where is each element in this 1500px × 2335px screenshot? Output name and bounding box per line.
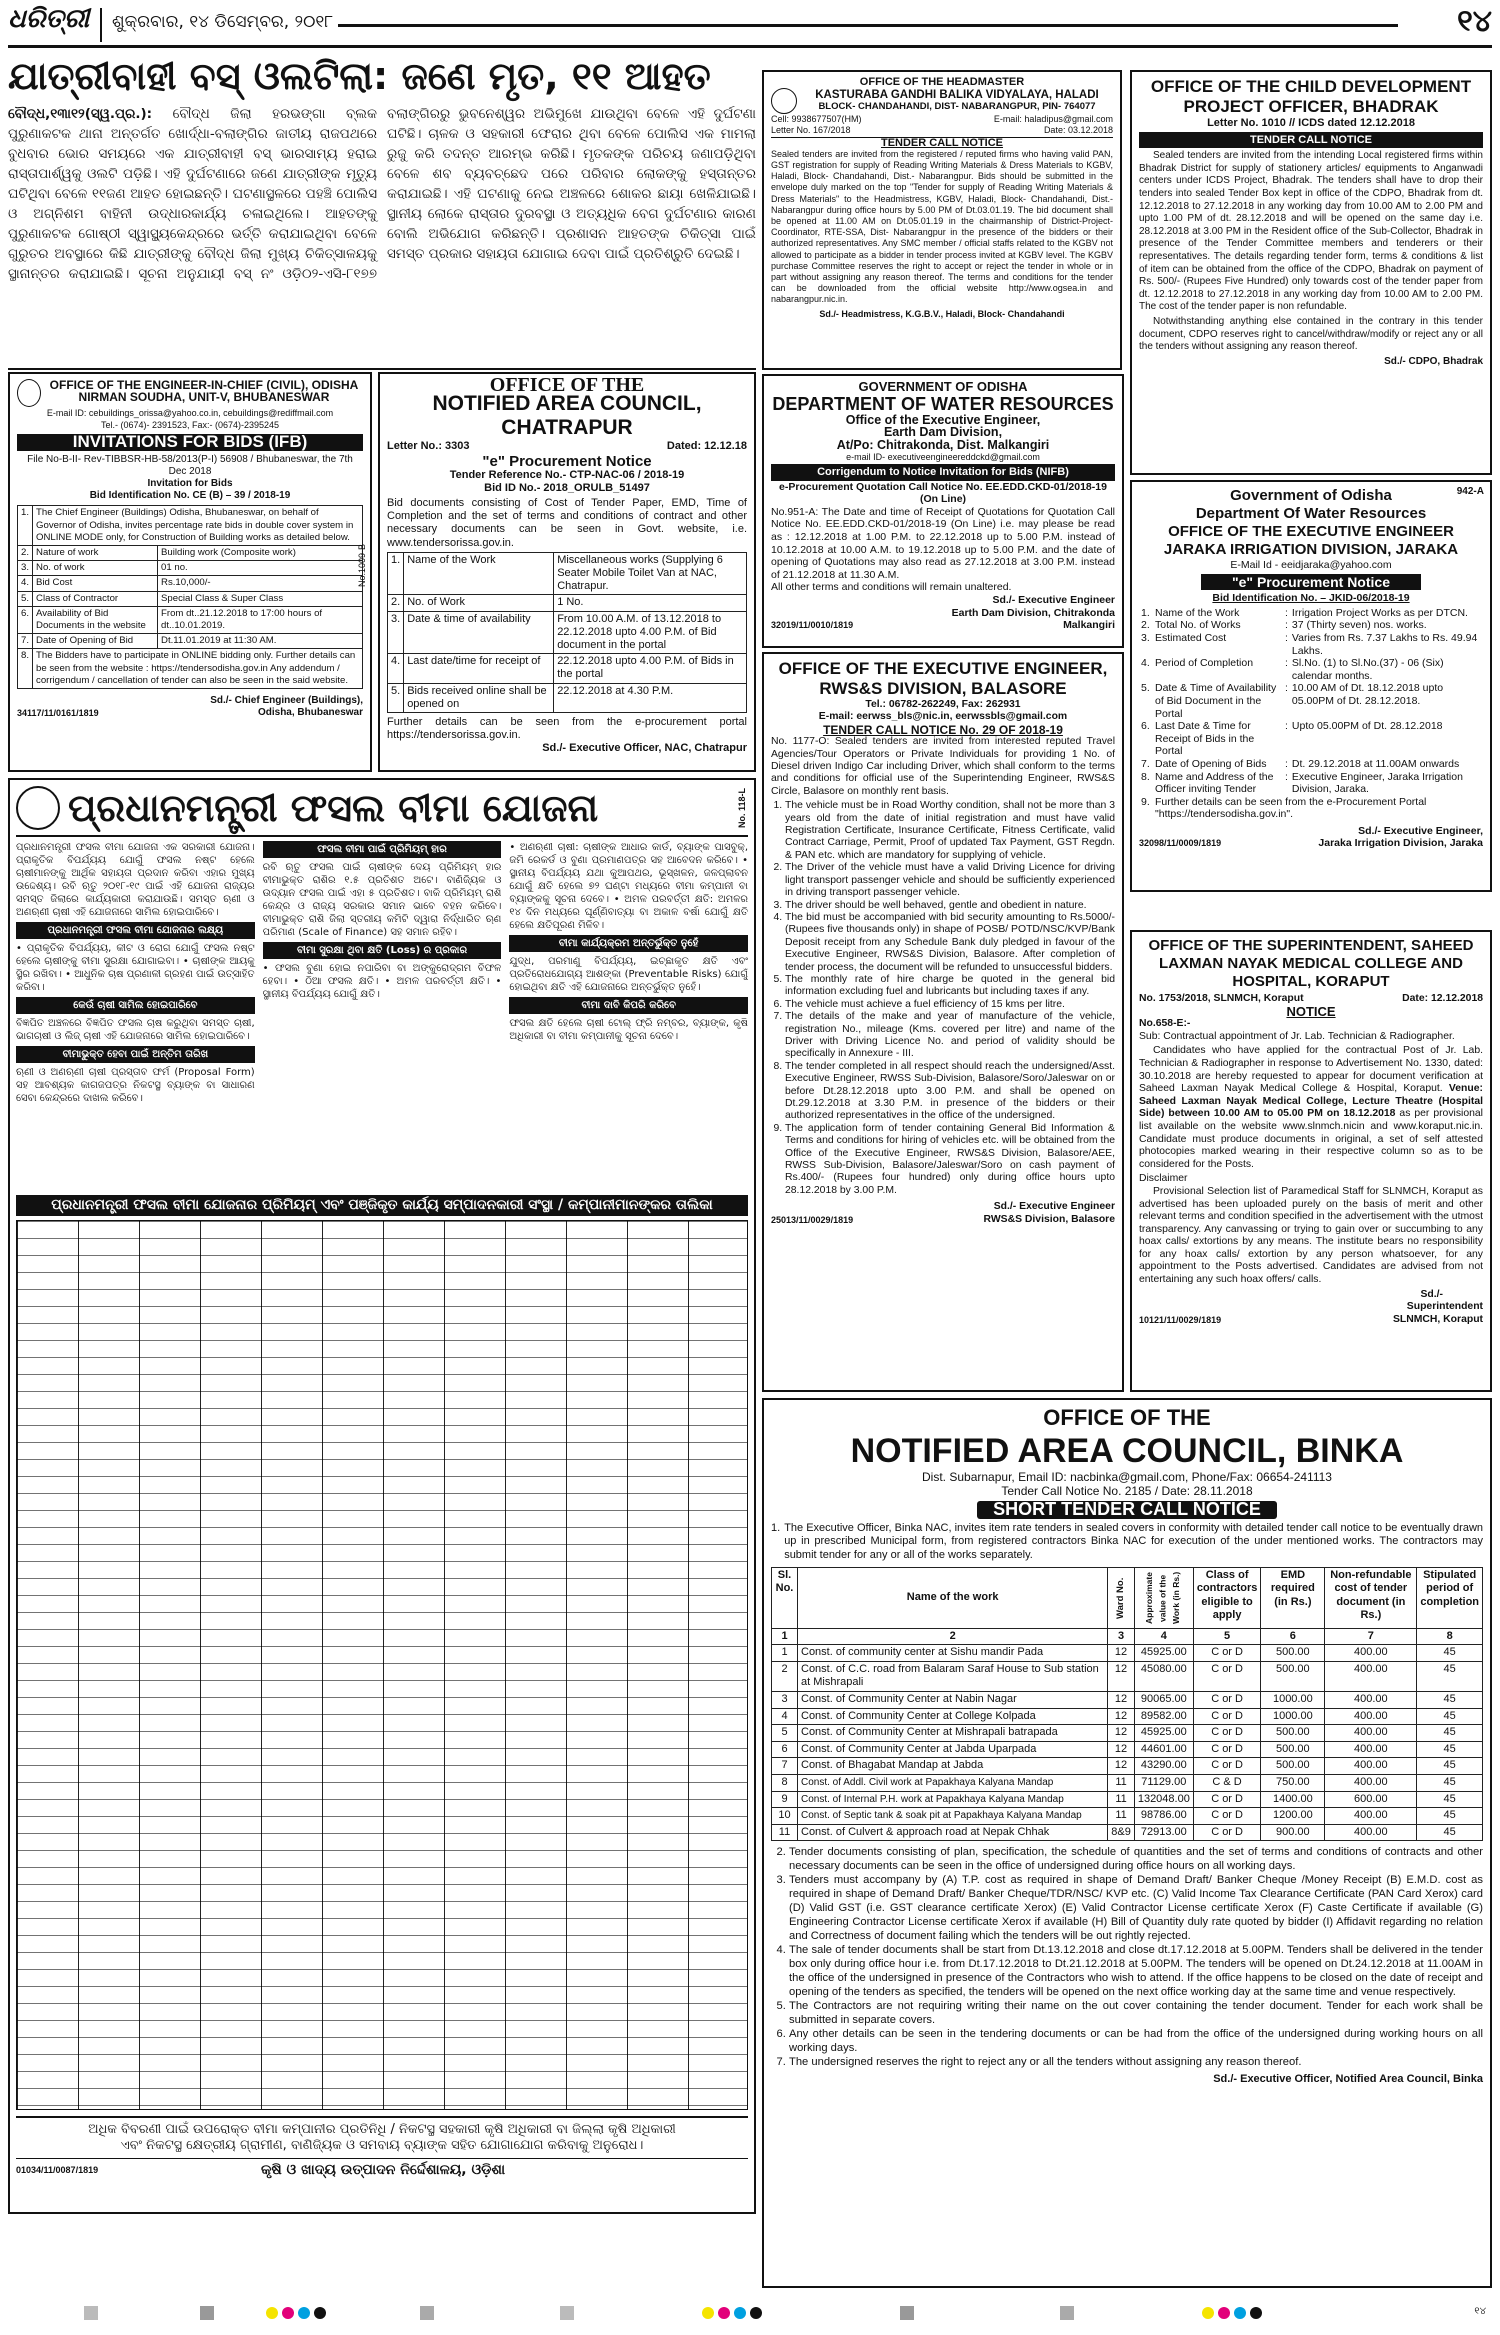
chatrapur-table bbox=[387, 552, 747, 713]
malkangiri-body: No.951-A: The Date and time of Receipt of Quotations for Quotation Call Notice No. EE.EDD.CKD-01/2018-19 (On Line) i.e. may please be read as : 12.12.2018 at 1.00 P.M. to 22.12.2018 up to 5.00 P.M. instead of 10.12.2018 at 10.00 A.M. to 19.12.2018 up to 5.00 P.M. and the date of opening of Quotations may also read as 27.12.2018 at 3.00 P.M. instead of 21.12.2018 at 11.30 A.M. bbox=[771, 505, 1115, 581]
grey-swatch bbox=[84, 2306, 98, 2320]
table-row: 8 Const. of Addl. Civil work at Papakhaya Kalyana Mandap 11 71129.00 C & D 750.00 400.00 45 bbox=[772, 1774, 1483, 1791]
eic-row1: The Chief Engineer (Buildings) Odisha, Bhubaneswar, on behalf of Governor of Odisha, invites percentage rate bids in double cover system in ONLINE MODE only, for Construction of Building works as detailed below. bbox=[33, 506, 363, 546]
eic-row8: The Bidders have to participate in ONLINE bidding only. Further details can be seen from the website : https://tendersodisha.gov.in Any addendum / corrigendum / cancellation of tender can also be seen in the said website. bbox=[33, 649, 363, 689]
binka-p1: The Executive Officer, Binka NAC, invites item rate tenders in sealed covers in conformity with detailed tender call notice to be eventually drawn up in prescribed Municipal form, from registered contractors Binka NAC for execution of the under mentioned works. The contractors may submit tender for any or all of the works separately. bbox=[784, 1521, 1483, 1561]
cdpo-sign: Sd./- CDPO, Bhadrak bbox=[1384, 355, 1483, 367]
jaraka-bid-id: Bid Identification No. – JKID-06/2018-19 bbox=[1212, 592, 1410, 605]
grey-swatch bbox=[900, 2306, 914, 2320]
table-row: 3. Date & time of availability From 10.00 A.M. of 13.12.2018 to 22.12.2018 upto 4.00 P.M. of Bid document in the portal bbox=[388, 611, 747, 654]
nac-binka-notice: OFFICE OF THE NOTIFIED AREA COUNCIL, BINKA Dist. Subarnapur, Email ID: nacbinka@gmail.com, Phone/Fax: 06654-241113 Tender Call Notice No. 2185 / Date: 28.11.2018 SHORT TENDER CALL NOTICE 1. The Executive Officer, Binka NAC, invites item rate tenders in sealed covers in conformity with detailed tender call notice to be eventually drawn up in prescribed Municipal form, from registered contractors Binka NAC for execution of the under mentioned works. The contractors may submit tender for any or all of the works separately. Sl. No. Name of the work Ward No. Approximate value of the Work (in Rs.) Class of contractors eligible to apply EMD required (in Rs.) Non-refundable cost of tender document (in Rs.) Stipulated period of completion 1 2 3 4 5 6 7 8 1 Const. of community center at Sishu mandir Pada 12 45925.00 C or D 500.00 400.00 45 2 Const. of C.C. road from Balaram Saraf House to Sub station at Mishrapali 12 45080.00 C or D 500.00 400.00 45 3 Const. of Community Center at Nabin Nagar 12 90065.00 C or D 1000.00 400.00 45 4 Const. of Community Center at College Kolpada 12 89582.00 C or D 1000.00 400.00 45 5 Const. of Community Center at Mishrapali batrapada 12 45925.00 C or D 500.00 400.00 45 6 Const. of Community Center at Jabda Uparpada 12 44601.00 C or D 500.00 400.00 45 7 Const. of Bhagabat Mandap at Jabda 12 43290.00 C or D 500.00 400.00 45 8 Const. of Addl. Civil work at Papakhaya Kalyana Mandap 11 71129.00 C & D 750.00 400.00 45 9 Const. of Internal P.H. work at Papakhaya Kalyana Mandap 11 132048.00 C or D 1400.00 600.00 45 10 Const. of Septic tank & soak pit at Papakhaya Kalyana Mandap 11 98786.00 C or D 1200.00 400.00 45 11 Const. of Culvert & approach road at Nepak Chhak 8&9 72913.00 C or D 900.00 400.00 45 2. Tender documents consisting of plan, specification, the schedule of quantities and the set of terms and conditions of contracts and other necessary documents can be seen in the office of undersigned during office hours on all working days. 3. Tenders must accompany by (A) T.P. cost as required in shape of Demand Draft/ Banker Cheque /Money Receipt (B) E.M.D. cost as required in shape of Demand Draft/ Banker Cheque/TDR/NSC/ KVP etc. (C) Valid Income Tax Clearance Certificate (PAN Card Xerox) card (D) Valid GST (i.e. GST clearance certificate Xerox) (E) Valid Contractor License certificate Xerox (F) Caste Certificate if available (G) Engineering Contractor License certificate Xerox if available (H) Bill of Quantity duly rate quoted by bidder (I) Affidavit regarding no relation and Correctness of document failing which the tenders will be out rightly rejected. 4. The sale of tender documents shall be start from Dt.13.12.2018 and close dt.17.12.2018 at 5.00PM. Tenders shall be delivered in the tender box only during office hour i.e. from Dt.17.12.2018 to Dt.21.12.2018 at 5.00PM. The tenders will be opened on Dt.24.12.2018 at 11.00AM in the office of the undersigned in presence of the Contractors who wish to attend. If the office happens to be closed on the date of receipt and opening of the tenders as specified, the tenders will be opened on the next office working day at the same time and venue respectively. 5. The Contractors are not requiring writing their name on the out cover containing the tender document. Tender for each work shall be submitted in separate covers. 6. Any other details can be seen in the tendering documents or can be had from the office of the undersigned during working hours on all working days. 7. The undersigned reserves the right to reject any or all the tenders without assigning any reason thereof. Sd./- Executive Officer, Notified Area Council, Binka bbox=[762, 1398, 1492, 2288]
slnmch-body1: Candidates who have applied for the contractual Post of Jr. Lab. Technician & Radiographer in response to Advertisement No. 1330, dated: 30.10.2018 are hereby requested to appear for document verification at Saheed Laxman Nayak Medical College & Hospital, Koraput. bbox=[1139, 1045, 1483, 1095]
jaraka-sign1: Sd./- Executive Engineer, bbox=[1358, 824, 1483, 837]
list-item: 2. The Driver of the vehicle must have a valid Driving Licence for driving light transport passenger vehicle and should be sufficiently experienced in driving transport passenger vehicle. bbox=[785, 862, 1115, 899]
table-row: 5. Bids received online shall be opened on 22.12.2018 at 4.30 P.M. bbox=[388, 683, 747, 712]
table-row: 6. Availability of Bid Documents in the website From dt..21.12.2018 to 17:00 hours of dt..10.01.2019. bbox=[18, 606, 363, 633]
table-row: 5 Const. of Community Center at Mishrapali batrapada 12 45925.00 C or D 500.00 400.00 45 bbox=[772, 1725, 1483, 1742]
pmfby-col3c: ଫସଲ କ୍ଷତି ହେଲେ ଚାଷୀ ଟୋଲ୍ ଫ୍ରି ନମ୍ବର, ବ୍ୟାଙ୍କ, କୃଷି ଅଧିକାରୀ ବା ବୀମା କମ୍ପାନୀକୁ ସୂଚନା ଦେବେ। bbox=[509, 1018, 748, 1042]
pmfby-sec1: ପ୍ରଧାନମନ୍ତ୍ରୀ ଫସଲ ବୀମା ଯୋଜନାର ଲକ୍ଷ୍ୟ bbox=[16, 922, 255, 939]
pmfby-footer2: ଏବଂ ନିକଟସ୍ଥ କ୍ଷେତ୍ରୀୟ ଗ୍ରାମୀଣ, ବାଣିଜ୍ୟିକ ଓ ସମବାୟ ବ୍ୟାଙ୍କ ସହିତ ଯୋଗାଯୋଗ କରିବାକୁ ଅନୁରୋଧ। bbox=[120, 2137, 644, 2153]
table-row: 3. Estimated Cost : Varies from Rs. 7.37 Lakhs to Rs. 49.94 Lakhs. bbox=[1141, 631, 1478, 657]
table-row: 10 Const. of Septic tank & soak pit at Papakhaya Kalyana Mandap 11 98786.00 C or D 1200.00 400.00 45 bbox=[772, 1808, 1483, 1825]
pmfby-sec2: କେଉଁ ଚାଷୀ ସାମିଲ ହୋଇପାରିବେ bbox=[16, 997, 255, 1014]
nac-chatrapur-notice bbox=[378, 372, 756, 772]
jaraka-title2: Department Of Water Resources bbox=[1195, 505, 1427, 522]
table-row: 9. Further details can be seen from the e-Procurement Portal "https://tendersodisha.gov.in". bbox=[1141, 795, 1427, 821]
pmfby-table bbox=[16, 1220, 748, 2110]
slnmch-sign1: Sd./- bbox=[1420, 1288, 1443, 1300]
slnmch-sign2: Superintendent bbox=[1406, 1301, 1483, 1313]
balasore-tel: Tel.: 06782-262249, Fax: 262931 bbox=[865, 699, 1021, 710]
chatrapur-title1: OFFICE OF THE bbox=[489, 374, 645, 396]
table-row: 2. Total No. of Works : 37 (Thirty seven) nos. works. bbox=[1141, 619, 1427, 632]
eic-title1: OFFICE OF THE ENGINEER-IN-CHIEF (CIVIL), ODISHA bbox=[49, 378, 359, 392]
masthead-date: ଶୁକ୍ରବାର, ୧୪ ଡିସେମ୍ବର, ୨୦୧୮ bbox=[112, 12, 334, 32]
masthead-divider bbox=[100, 8, 102, 42]
balasore-email: E-mail: eerwss_bls@nic.in, eerwssbls@gmail.com bbox=[818, 711, 1068, 723]
list-item: 3. The driver should be well behaved, gentle and obedient in nature. bbox=[785, 900, 1115, 912]
balasore-tender-notice bbox=[762, 652, 1124, 1392]
table-row: 7. Date of Opening of Bid Dt.11.01.2019 at 11:30 AM. bbox=[18, 634, 363, 649]
table-row: 8. The Bidders have to participate in ONLINE bidding only. Further details can be seen from the website : https://tendersodisha.gov.in Any addendum / corrigendum / cancellation of tender can also be seen in the said website. bbox=[18, 649, 363, 689]
malkangiri-title4: Earth Dam Division, bbox=[883, 425, 1003, 440]
slnmch-body2: Provisional Selection list of Paramedical Staff for SLNMCH, Koraput as advertised has been uploaded purely on the basis of merit and other relevant terms and condition specified in the advertisement with the utmost transparency. Any canvassing or trying to gain over or succumbing to any hoax calls/ extortions by any means. The institute bears no responsibility for any hoax calls/ extortion by any person whatsoever, for any appointment to the Posts advertised. Candidates are advised from not entertaining any such hoax offers/ calls. bbox=[1139, 1185, 1483, 1286]
slnmch-body1b: as per provisional list available on the website www.slnmch.nicin and www.koraput.nic.in. Candidate must produce documents in original, a set of self attested photocopies marked wearing in their respective column so as to be considered for the Posts. bbox=[1139, 1108, 1483, 1170]
slnmch-notice-title: NOTICE bbox=[1286, 1003, 1336, 1019]
cmyk-dots bbox=[700, 2307, 764, 2323]
table-row: 2. No. of Work 1 No. bbox=[388, 595, 747, 611]
pmfby-sec2-body: ବିଜ୍ଞପିତ ଅଞ୍ଚଳରେ ବିଜ୍ଞପିତ ଫସଲ ଚାଷ କରୁଥିବା ସମସ୍ତ ଚାଷୀ, ଭାଗଚାଷୀ ଓ ଲିଜ୍ ଚାଷୀ ଏହି ଯୋଜନାରେ ସାମିଲ ହୋଇପାରିବେ। bbox=[16, 1018, 255, 1042]
table-row: 7 Const. of Bhagabat Mandap at Jabda 12 43290.00 C or D 500.00 400.00 45 bbox=[772, 1758, 1483, 1775]
binka-table-body bbox=[772, 1645, 1483, 1841]
news-bus-accident bbox=[8, 52, 756, 370]
table-row: 1. The Chief Engineer (Buildings) Odisha, Bhubaneswar, on behalf of Governor of Odisha, invites percentage rate bids in double cover system in ONLINE MODE only, for Construction of Building works as detailed below. bbox=[18, 506, 363, 546]
malkangiri-sign2: Earth Dam Division, Chitrakonda bbox=[951, 606, 1115, 619]
eic-sub: Invitation for Bids bbox=[147, 478, 233, 490]
cdpo-banner: TENDER CALL NOTICE bbox=[1139, 132, 1483, 149]
malkangiri-title1: GOVERNMENT OF ODISHA bbox=[858, 379, 1028, 394]
table-row: 7. Date of Opening of Bids : Dt. 29.12.2018 at 11.00AM onwards bbox=[1141, 757, 1460, 770]
slnmch-date: Date: 12.12.2018 bbox=[1402, 993, 1483, 1004]
balasore-banner: TENDER CALL NOTICE No. 29 OF 2018-19 bbox=[823, 722, 1063, 737]
list-item: 2. Tender documents consisting of plan, specification, the schedule of quantities and the set of terms and conditions of contracts and other necessary documents can be seen in the office of undersigned during office hours on all working days. bbox=[789, 1845, 1483, 1873]
chatrapur-sign: Sd./- Executive Officer, NAC, Chatrapur bbox=[542, 742, 747, 755]
table-row: 1 Const. of community center at Sishu mandir Pada 12 45925.00 C or D 500.00 400.00 45 bbox=[772, 1645, 1483, 1662]
slnmch-disclaimer: Disclaimer bbox=[1139, 1173, 1188, 1185]
eic-table bbox=[17, 505, 363, 689]
table-row: 2 Const. of C.C. road from Balaram Saraf House to Sub station at Mishrapali 12 45080.00 C or D 500.00 400.00 45 bbox=[772, 1661, 1483, 1691]
kgbv-date: Date: 03.12.2018 bbox=[1043, 125, 1113, 136]
balasore-intro: No. 1177-O: Sealed tenders are invited from interested reputed Travel Agencies/Tour Operators or Private Individuals for providing 1 No. of Diesel driven Indigo Car including Driver, which shall conform to the terms and conditions for official use of the Superintending Engineer, RWS&S Circle, Balasore on monthly rent basis. bbox=[771, 736, 1115, 797]
table-row: 1. Name of the Work Miscellaneous works (Supplying 6 Seater Mobile Toilet Van at NAC, Chatrapur. bbox=[388, 552, 747, 595]
jaraka-num: 942-A bbox=[1456, 486, 1484, 497]
list-item: 3. Tenders must accompany by (A) T.P. cost as required in shape of Demand Draft/ Banker Cheque /Money Receipt (B) E.M.D. cost as required in shape of Demand Draft/ Banker Cheque/TDR/NSC/ KVP etc. (C) Valid Income Tax Clearance Certificate (PAN Card Xerox) card (D) Valid GST (i.e. GST clearance certificate Xerox) (E) Valid Contractor License certificate Xerox (F) Caste Certificate if available (G) Engineering Contractor License certificate Xerox if available (H) Bill of Quantity duly rate quoted by bidder (I) Affidavit regarding no relation and Correctness of document failing which the tenders will be out rightly rejected. bbox=[789, 1873, 1483, 1943]
pmfby-sec3-body: ଋଣୀ ଓ ଅଣଋଣୀ ଚାଷୀ ପ୍ରସ୍ତାବ ଫର୍ମ (Proposal Form) ସହ ଆବଶ୍ୟକ କାଗଜପତ୍ର ନିକଟସ୍ଥ ବ୍ୟାଙ୍କ ବା ସାଧାରଣ ସେବା କେନ୍ଦ୍ରରେ ଦାଖଲ କରିବେ। bbox=[16, 1067, 255, 1104]
jaraka-email: E-Mail Id - eeidjaraka@yahoo.com bbox=[1230, 559, 1392, 571]
cdpo-letter: Letter No. 1010 // ICDS dated 12.12.2018 bbox=[1207, 117, 1415, 129]
table-row: 6. Last Date & Time for Receipt of Bids in the Portal : Upto 05.00PM of Dt. 28.12.2018 bbox=[1141, 720, 1443, 758]
slnmch-ref: 10121/11/0029/1819 bbox=[1139, 1314, 1222, 1325]
masthead-logo: ଧରିତ୍ରୀ bbox=[8, 4, 90, 34]
binka-table bbox=[771, 1567, 1483, 1842]
table-row: 2. Nature of work Building work (Composite work) bbox=[18, 546, 363, 561]
slnmch-no2: No.658-E:- bbox=[1139, 1018, 1191, 1030]
kgbv-cell: Cell: 9938677507(HM) bbox=[771, 114, 862, 125]
table-row: 3 Const. of Community Center at Nabin Nagar 12 90065.00 C or D 1000.00 400.00 45 bbox=[772, 1691, 1483, 1708]
pmfby-col2-head: ଫସଲ ବୀମା ପାଇଁ ପ୍ରିମିୟମ୍ ହାର bbox=[263, 841, 502, 858]
cdpo-title: OFFICE OF THE CHILD DEVELOPMENT PROJECT OFFICER, BHADRAK bbox=[1150, 77, 1472, 116]
malkangiri-sign3: Malkangiri bbox=[1063, 619, 1115, 632]
binka-banner: SHORT TENDER CALL NOTICE bbox=[977, 1501, 1277, 1519]
kgbv-sign: Sd./- Headmistress, K.G.B.V., Haladi, Block- Chandahandi bbox=[819, 308, 1065, 319]
pmfby-col3b: ଯୁଦ୍ଧ, ପରମାଣୁ ବିପର୍ଯ୍ୟୟ, ଇଚ୍ଛାକୃତ କ୍ଷତି ଏବଂ ପ୍ରତିରୋଧଯୋଗ୍ୟ ଆଶଙ୍କା (Preventable Risks) ଯୋଗୁଁ ହୋଇଥିବା କ୍ଷତି ଏହି ଯୋଜନାରେ ଅନ୍ତର୍ଭୁକ୍ତ ନୁହେଁ। bbox=[509, 956, 748, 993]
pmfby-text-columns bbox=[16, 841, 748, 1191]
table-row: 4 Const. of Community Center at College Kolpada 12 89582.00 C or D 1000.00 400.00 45 bbox=[772, 1708, 1483, 1725]
kgbv-school: KASTURABA GANDHI BALIKA VIDYALAYA, HALADI bbox=[815, 89, 1099, 101]
eic-side-no: No.1009-B bbox=[356, 544, 367, 588]
table-row: 5. Date & Time of Availability of Bid Document in the Portal : 10.00 AM of Dt. 18.12.2018 upto 05.00PM of Dt. 28.12.2018. bbox=[1141, 682, 1444, 720]
list-item: 5. The monthly rate of hire charge be quoted in the general bid information excluding fuel and lubricants but including taxes if any. bbox=[785, 974, 1115, 999]
news-dateline: ବୌଦ୍ଧ,୧୩ା୧୨(ସ୍ୱ.ପ୍ର.): bbox=[8, 106, 153, 122]
list-item: 4. The bid must be accompanied with bid security amounting to Rs.5000/- (Rupees five thousands only) in shape of POSB/ POTD/NSC/KVP/Bank Deposit receipt from any Schedule Bank duly pledged in favour of the Executive Engineer, RWS&S Division, Balasore. After completion of tender process, the document will be refunded to unsuccessful bidders. bbox=[785, 912, 1115, 974]
binka-sign: Sd./- Executive Officer, Notified Area Council, Binka bbox=[1213, 2073, 1483, 2086]
malkangiri-sign1: Sd./- Executive Engineer bbox=[992, 593, 1115, 606]
footer-page-number: ୧୪ bbox=[1474, 2306, 1486, 2317]
kgbv-body: Sealed tenders are invited from the registered / reputed firms who having valid PAN, GST registration for supply of Reading Writing Materials & Dress Materials to KGBV, Haladi, Block- Chandahandi, Dist.- Nabarangpur. Bids should be submitted in the envelope duly marked on the top "Tender for supply of Reading Writing Materials & Dress Materials" to the Headmistress, KGBV, Haladi, Block- Chandahandi, Dist.- Nabarangpur during office hours by 5.00 PM of Dt.03.01.19. The bid document shall be opened at 11.00 AM on Dt.05.01.19 in the chairmanship of District-Project-Coordinator, RTE-SSA, Dist- Nabarangpur in the presence of the bidders or their authorized representatives. Any SMC member / official staffs related to the KGBV not allowed to participate as a bidder in tender process invited at KGBV level. The KGBV purchase Committee reserves the right to accept or reject the tender in whole or in part without assigning any reason thereof. The terms and conditions for the tender can be downloaded from the official website http://www.ogsea.in and nabarangpur.nic.in. bbox=[771, 148, 1113, 305]
dwr-malkangiri-notice bbox=[762, 374, 1124, 648]
jaraka-title3: OFFICE OF THE EXECUTIVE ENGINEER bbox=[1168, 523, 1454, 540]
chatrapur-tender-ref: Tender Reference No.- CTP-NAC-06 / 2018-19 bbox=[449, 468, 685, 481]
kgbv-email: E-mail: haladipus@gmail.com bbox=[993, 114, 1113, 125]
eic-email: E-mail ID: cebuildings_orissa@yahoo.co.in, cebuildings@rediffmail.com bbox=[46, 408, 334, 418]
pmfby-title: ପ୍ରଧାନମନ୍ତ୍ରୀ ଫସଲ ବୀମା ଯୋଜନା bbox=[68, 786, 599, 830]
kgbv-tender-notice bbox=[762, 70, 1122, 370]
balasore-title2: RWS&S DIVISION, BALASORE bbox=[819, 679, 1067, 698]
pmfby-col3-head: ବୀମା କାର୍ଯ୍ୟକ୍ରମ ଅନ୍ତର୍ଭୁକ୍ତ ନୁହେଁ bbox=[509, 935, 748, 952]
eic-sign2: Odisha, Bhubaneswar bbox=[257, 707, 363, 719]
pmfby-col1: ପ୍ରଧାନମନ୍ତ୍ରୀ ଫସଲ ବୀମା ଯୋଜନା ଏକ ସରକାରୀ ଯୋଜନା। ପ୍ରାକୃତିକ ବିପର୍ଯ୍ୟୟ ଯୋଗୁଁ ଫସଲ ନଷ୍ଟ ହେଲେ ଚାଷୀମାନଙ୍କୁ ଆର୍ଥିକ ସହାୟତା ପ୍ରଦାନ କରିବା ଏହାର ମୁଖ୍ୟ ଉଦ୍ଦେଶ୍ୟ। ରବି ଋତୁ ୨୦୧୮-୧୯ ପାଇଁ ଏହି ଯୋଜନା ରାଜ୍ୟର ସମସ୍ତ ଜିଲାରେ କାର୍ଯ୍ୟକାରୀ କରାଯାଉଛି। ସମସ୍ତ ଋଣୀ ଓ ଅଣଋଣୀ ଚାଷୀ ଏହି ଯୋଜନାରେ ସାମିଲ ହୋଇପାରିବେ। bbox=[16, 842, 255, 918]
pmfby-footer1: ଅଧିକ ବିବରଣୀ ପାଇଁ ଉପରୋକ୍ତ ବୀମା କମ୍ପାନୀର ପ୍ରତିନିଧି / ନିକଟସ୍ଥ ସହକାରୀ କୃଷି ଅଧିକାରୀ ବା ଜିଲ୍ଲା କୃଷି ଅଧିକାରୀ bbox=[16, 2116, 748, 2138]
chatrapur-bid-id: Bid ID No.- 2018_ORULB_51497 bbox=[484, 481, 650, 494]
table-row: 9 Const. of Internal P.H. work at Papakhaya Kalyana Mandap 11 132048.00 C or D 1400.00 600.00 45 bbox=[772, 1791, 1483, 1808]
balasore-ref: 25013/11/0029/1819 bbox=[771, 1214, 854, 1225]
list-item: 8. The tender completed in all respect should reach the undersigned/Asst. Executive Engineer, RWSS Sub-Division, Balasore/Soro/Jaleswar on or before Dt.28.12.2018 upto 3.00 P.M. and shall be opened on Dt.29.12.2018 at 3.30 P.M. in presence of the bidders or their authorized representatives in the office of the undersigned. bbox=[785, 1061, 1115, 1123]
pmfby-col2-head2: ବୀମା ସୁରକ୍ଷା ଥିବା କ୍ଷତି (Loss) ର ପ୍ରକାର bbox=[263, 942, 502, 959]
binka-tcn: Tender Call Notice No. 2185 / Date: 28.11.2018 bbox=[1001, 1483, 1253, 1498]
malkangiri-banner: Corrigendum to Notice Invitation for Bids (NIFB) bbox=[771, 464, 1115, 481]
slnmch-sub: Sub: Contractual appointment of Jr. Lab. Technician & Radiographer. bbox=[1139, 1030, 1455, 1042]
table-row: 4. Period of Completion : Sl.No. (1) to Sl.No.(37) - 06 (Six) calendar months. bbox=[1141, 657, 1444, 682]
binka-title1: OFFICE OF THE bbox=[1043, 1405, 1211, 1430]
malkangiri-title5: At/Po: Chitrakonda, Dist. Malkangiri bbox=[836, 437, 1050, 452]
cdpo-body1: Sealed tenders are invited from the intending Local registered firms within Bhadrak District for supply of stationery articles/ equipments to Anganwadi centers under ICDS Project, Bhadrak. The tenders shall have to drop their tenders into sealed Tender Box kept in office of the CDPO, Bhadrak from dt. 12.12.2018 to 27.12.2018 in any working day from 10.00 AM to 2.00 PM and upto 1.00 PM of dt. 28.12.2018 and will be opened on the same day i.e. 28.12.2018 at 3.00 PM in the Resident office of the Sub-Collector, Bhadrak in presence of the Tender Committee members and tenderers or their representatives. The details regarding tender form, terms & conditions & list of item can be obtained from the office of the CDPO, Bhadrak on payment of Rs. 500/- (Rupees Five Hundred) only towards cost of the tender paper from dt. 12.12.2018 to 27.12.2018 in any working day from 10.00 AM to 2.00 PM. The cost of the tender paper is non refundable. bbox=[1139, 150, 1483, 313]
slnmch-no: No. 1753/2018, SLNMCH, Koraput bbox=[1139, 993, 1304, 1004]
malkangiri-body2: All other terms and conditions will remain unaltered. bbox=[771, 581, 1012, 594]
balasore-sign1: Sd./- Executive Engineer bbox=[993, 1201, 1115, 1213]
table-row: 8. Name and Address of the Officer inviting Tender : Executive Engineer, Jaraka Irrigation Division, Jaraka. bbox=[1141, 770, 1463, 796]
table-row: 6 Const. of Community Center at Jabda Uparpada 12 44601.00 C or D 500.00 400.00 45 bbox=[772, 1741, 1483, 1758]
pmfby-col3-head2: ବୀମା ଦାବି କିପରି କରିବେ bbox=[509, 997, 748, 1014]
eic-sign1: Sd./- Chief Engineer (Buildings), bbox=[210, 695, 363, 707]
emblem-icon bbox=[17, 379, 41, 407]
list-item: 7. The undersigned reserves the right to reject any or all the tenders without assigning any reason thereof. bbox=[789, 2055, 1483, 2069]
cdpo-body2: Notwithstanding anything else contained in the contrary in this tender document, CDPO reserves right to cancel/withdraw/modify or reject any or all the tenders without assigning any reason thereof. bbox=[1139, 315, 1483, 353]
table-row: 11 Const. of Culvert & approach road at Nepak Chhak 8&9 72913.00 C or D 900.00 400.00 45 bbox=[772, 1824, 1483, 1841]
kgbv-block: BLOCK- CHANDAHANDI, DIST- NABARANGPUR, PIN- 764077 bbox=[818, 101, 1096, 113]
jaraka-title1: Government of Odisha bbox=[1230, 487, 1392, 504]
chatrapur-date: Dated: 12.12.18 bbox=[666, 440, 747, 453]
jaraka-eprocurement-notice bbox=[1130, 480, 1492, 892]
slnmch-sign3: SLNMCH, Koraput bbox=[1392, 1313, 1483, 1325]
balasore-items bbox=[771, 800, 1115, 1197]
balasore-sign2: RWS&S Division, Balasore bbox=[983, 1213, 1115, 1225]
table-row: 1. Name of the Work : Irrigation Project Works as per DTCN. bbox=[1141, 606, 1468, 619]
pmfby-table-title: ପ୍ରଧାନମନ୍ତ୍ରୀ ଫସଲ ବୀମା ଯୋଜନାର ପ୍ରିମିୟମ୍ ଏବଂ ପଞ୍ଜିକୃତ କାର୍ଯ୍ୟ ସମ୍ପାଦନକାରୀ ସଂସ୍ଥା / କମ୍ପାନୀମାନଙ୍କର ତାଲିକା bbox=[16, 1195, 748, 1216]
eic-file-no: File No-B-II- Rev-TIBBSR-HB-58/2013(P-I) 56908 / Bhubaneswar, the 7th Dec 2018 bbox=[27, 453, 353, 477]
news-headline: ଯାତ୍ରୀବାହୀ ବସ୍ ଓଲଟିଲା: ଜଣେ ମୃତ, ୧୧ ଆହତ bbox=[8, 54, 711, 98]
emblem-icon bbox=[771, 88, 797, 114]
pmfby-ref: 01034/11/0087/1819 bbox=[16, 2164, 99, 2175]
eic-tel: Tel.- (0674)- 2391523, Fax:- (0674)-2395245 bbox=[100, 420, 280, 431]
list-item: 6. Any other details can be seen in the tendering documents or can be had from the office of the undersigned during working hours on all working days. bbox=[789, 2027, 1483, 2055]
pmfby-col3: • ଅଣଋଣୀ ଚାଷୀ: ଚାଷୀଙ୍କ ଆଧାର କାର୍ଡ, ବ୍ୟାଙ୍କ ପାସବୁକ୍, ଜମି ରେକର୍ଡ ଓ ବୁଣା ପ୍ରମାଣପତ୍ର ସହ ଆବେଦନ କରିବେ। • ସ୍ଥାନୀୟ ବିପର୍ଯ୍ୟୟ ଯଥା କୁଆପଥର, ଭୂସ୍ଖଳନ, ଜଳପ୍ଲାବନ ଯୋଗୁଁ କ୍ଷତି ହେଲେ ୭୨ ଘଣ୍ଟା ମଧ୍ୟରେ ବୀମା କମ୍ପାନୀ ବା ବ୍ୟାଙ୍କକୁ ସୂଚନା ଦେବେ। • ଅମଳ ପରବର୍ତ୍ତୀ କ୍ଷତି: ଅମଳର ୧୪ ଦିନ ମଧ୍ୟରେ ଘୂର୍ଣ୍ଣିବାତ୍ୟା ବା ଅକାଳ ବର୍ଷା ଯୋଗୁଁ କ୍ଷତି ହେଲେ କ୍ଷତିପୂରଣ ମିଳିବ। bbox=[509, 842, 748, 931]
chatrapur-footer: Further details can be seen from the e-procurement portal https://tendersorissa.gov.in. bbox=[387, 716, 747, 742]
malkangiri-quote: e-Procurement Quotation Call Notice No. EE.EDD.CKD-01/2018-19 (On Line) bbox=[779, 480, 1107, 506]
pmfby-advertisement bbox=[8, 778, 756, 2214]
list-item: 6. The vehicle must achieve a fuel efficiency of 15 kms per litre. bbox=[785, 999, 1115, 1011]
jaraka-banner: "e" Procurement Notice bbox=[1201, 574, 1421, 591]
pmfby-col2b: • ଫସଲ ବୁଣା ହୋଇ ନପାରିବା ବା ଅଙ୍କୁରୋଦ୍‌ଗମ ବିଫଳ ହେବା। • ଠିଆ ଫସଲ କ୍ଷତି। • ଅମଳ ପରବର୍ତ୍ତୀ କ୍ଷତି। • ସ୍ଥାନୀୟ ବିପର୍ଯ୍ୟୟ ଯୋଗୁଁ କ୍ଷତି। bbox=[262, 963, 502, 1000]
chatrapur-title2: NOTIFIED AREA COUNCIL, CHATRAPUR bbox=[432, 392, 702, 440]
news-text: ବୌଦ୍ଧ ଜିଲା ହରଭଙ୍ଗା ବ୍ଲକ ପୁରୁଣାକଟକ ଥାନା ଅନ୍ତର୍ଗତ ଖୋର୍ଦ୍ଧା-ବଲାଙ୍ଗିର ଜାତୀୟ ରାଜପଥରେ ବୁଧବାର ଭୋର ସମୟରେ ଏକ ଯାତ୍ରୀବାହୀ ବସ୍ ଭାରସାମ୍ୟ ହରାଇ ରାସ୍ତାପାର୍ଶ୍ୱକୁ ଓଲଟି ପଡ଼ିଛି। ଏହି ଦୁର୍ଘଟଣାରେ ଜଣେ ଯାତ୍ରୀଙ୍କ ମୃତ୍ୟୁ ଘଟିଥିବା ବେଳେ ୧୧ଜଣ ଆହତ ହୋଇଛନ୍ତି। ଘଟଣାସ୍ଥଳରେ ପହଞ୍ଚି ପୋଲିସ ଓ ଅଗ୍ନିଶମ ବାହିନୀ ଉଦ୍ଧାରକାର୍ଯ୍ୟ ଚଳାଇଥିଲେ। ଆହତଙ୍କୁ ପୁରୁଣାକଟକ ଗୋଷ୍ଠୀ ସ୍ୱାସ୍ଥ୍ୟକେନ୍ଦ୍ରରେ ଭର୍ତ୍ତି କରାଯାଇଥିବା ବେଳେ ଗୁରୁତର ଅବସ୍ଥାରେ କିଛି ଯାତ୍ରୀଙ୍କୁ ବୌଦ୍ଧ ଜିଲା ମୁଖ୍ୟ ଚିକିତ୍ସାଳୟକୁ ସ୍ଥାନାନ୍ତର କରାଯାଇଛି। ସୂଚନା ଅନୁଯାୟୀ ବସ୍ ନଂ ଓଡ଼ି୦୨-ଏସି-୮୧୭୭ ବଲାଙ୍ଗିରରୁ ଭୁବନେଶ୍ୱର ଅଭିମୁଖେ ଯାଉଥିବା ବେଳେ ଏହି ଦୁର୍ଘଟଣା ଘଟିଛି। ଚାଳକ ଓ ସହକାରୀ ଫେରାର ଥିବା ବେଳେ ପୋଲିସ ଏକ ମାମଲା ରୁଜୁ କରି ତଦନ୍ତ ଆରମ୍ଭ କରିଛି। ମୃତକଙ୍କ ପରିଚୟ ଜଣାପଡ଼ିଥିବା ବେଳେ ଶବ ବ୍ୟବଚ୍ଛେଦ ପରେ ପରିବାର ଲୋକଙ୍କୁ ହସ୍ତାନ୍ତର କରାଯାଇଛି। ଏହି ଘଟଣାକୁ ନେଇ ଅଞ୍ଚଳରେ ଶୋକର ଛାୟା ଖେଳିଯାଇଛି। ସ୍ଥାନୀୟ ଲୋକେ ରାସ୍ତାର ଦୁରବସ୍ଥା ଓ ଅତ୍ୟଧିକ ବେଗ ଦୁର୍ଘଟଣାର କାରଣ ବୋଲି ଅଭିଯୋଗ କରିଛନ୍ତି। ପ୍ରଶାସନ ଆହତଙ୍କ ଚିକିତ୍ସା ପାଇଁ ସମସ୍ତ ପ୍ରକାର ସହାୟତା ଯୋଗାଇ ଦେବା ପାଇଁ ପ୍ରତିଶ୍ରୁତି ଦେଇଛି। bbox=[8, 106, 756, 282]
malkangiri-title3: Office of the Executive Engineer, bbox=[845, 412, 1041, 427]
jaraka-title4: JARAKA IRRIGATION DIVISION, JARAKA bbox=[1163, 541, 1459, 558]
slnmch-title: OFFICE OF THE SUPERINTENDENT, SAHEED LAXMAN NAYAK MEDICAL COLLEGE AND HOSPITAL, KORAPUT bbox=[1148, 937, 1474, 990]
eic-title2: NIRMAN SOUDHA, UNIT-V, BHUBANESWAR bbox=[78, 390, 330, 405]
table-row: 5. Class of Contractor Special Class & Super Class bbox=[18, 591, 363, 606]
chatrapur-letter: Letter No.: 3303 bbox=[387, 440, 470, 453]
table-colnum-row: 1 2 3 4 5 6 7 8 bbox=[772, 1628, 1483, 1645]
jaraka-table bbox=[1139, 607, 1483, 821]
slnmch-notice bbox=[1130, 930, 1492, 1392]
grey-swatch bbox=[420, 2306, 434, 2320]
kgbv-office: OFFICE OF THE HEADMASTER bbox=[859, 76, 1025, 88]
pmfby-col2: ରବି ଋତୁ ଫସଲ ପାଇଁ ଚାଷୀଙ୍କ ଦେୟ ପ୍ରିମିୟମ୍ ହାର ବୀମାଭୁକ୍ତ ରାଶିର ୧.୫ ପ୍ରତିଶତ ଅଟେ। ବାଣିଜ୍ୟିକ ଓ ଉଦ୍ୟାନ ଫସଲ ପାଇଁ ଏହା ୫ ପ୍ରତିଶତ। ବାକି ପ୍ରିମିୟମ୍ ରାଶି କେନ୍ଦ୍ର ଓ ରାଜ୍ୟ ସରକାର ସମାନ ଭାବେ ବହନ କରିବେ। ବୀମାଭୁକ୍ତ ରାଶି ଜିଲା ସ୍ତରୀୟ କମିଟି ଦ୍ୱାରା ନିର୍ଦ୍ଧାରିତ ଋଣ ପରିମାଣ (Scale of Finance) ସହ ସମାନ ରହିବ। bbox=[262, 862, 502, 938]
malkangiri-title2: DEPARTMENT OF WATER RESOURCES bbox=[772, 393, 1114, 414]
cdpo-tender-notice bbox=[1130, 70, 1492, 475]
grey-swatch bbox=[560, 2306, 574, 2320]
binka-points bbox=[771, 1845, 1483, 2069]
list-item: 5. The Contractors are not requiring writing their name on the out cover containing the tender document. Tender for each work shall be submitted in separate covers. bbox=[789, 1999, 1483, 2027]
malkangiri-ref: 32019/11/0010/1819 bbox=[771, 620, 854, 631]
eic-bid-id: Bid Identification No. CE (B) – 39 / 2018-19 bbox=[89, 490, 291, 502]
grey-swatch bbox=[1060, 2306, 1074, 2320]
kgbv-title: TENDER CALL NOTICE bbox=[880, 136, 1004, 149]
kgbv-letter-no: Letter No. 167/2018 bbox=[771, 125, 851, 136]
grey-swatch bbox=[200, 2306, 214, 2320]
eic-banner: INVITATIONS FOR BIDS (IFB) bbox=[17, 434, 363, 450]
registration-marks bbox=[0, 2298, 1500, 2328]
eic-ifb-notice bbox=[8, 372, 372, 772]
cmyk-dots bbox=[264, 2307, 328, 2323]
news-body bbox=[8, 104, 756, 284]
pmfby-sec3: ବୀମାଭୁକ୍ତ ହେବା ପାଇଁ ଅନ୍ତିମ ତାରିଖ bbox=[16, 1046, 255, 1063]
page-number: ୧୪ bbox=[1457, 4, 1492, 39]
list-item: 7. The details of the make and year of manufacture of the vehicle, registration No., mileage (Kms. covered per litre) and name of the Driver with Driving Licence No. and period of validity should be specifically in Annexure - III. bbox=[785, 1011, 1115, 1061]
jaraka-ref: 32098/11/0009/1819 bbox=[1139, 838, 1222, 849]
chatrapur-intro: Bid documents consisting of Cost of Tender Paper, EMD, Time of Completion and the set of terms and conditions of contract and other necessary documents can be seen in Govt. website, i.e. www.tendersorissa.gov.in. bbox=[387, 497, 747, 549]
cmyk-dots bbox=[1200, 2307, 1264, 2323]
list-item: 1. The vehicle must be in Road Worthy condition, shall not be more than 3 years old from the date of initial registration and must have valid Registration Certificate, Insurance Certificate, Fitness Certificate, valid Contract Carriage, Permit, Proof of updated Tax Payment, GST Regdn. & PAN etc. which are mandatory for supplying of vehicle. bbox=[785, 800, 1115, 862]
pmfby-issuer: କୃଷି ଓ ଖାଦ୍ୟ ଉତ୍ପାଦନ ନିର୍ଦ୍ଦେଶାଳୟ, ଓଡ଼ିଶା bbox=[261, 2161, 506, 2178]
pmfby-side: No. 118-L bbox=[737, 787, 748, 828]
pmfby-sec1-body: • ପ୍ରାକୃତିକ ବିପର୍ଯ୍ୟୟ, କୀଟ ଓ ରୋଗ ଯୋଗୁଁ ଫସଲ ନଷ୍ଟ ହେଲେ ଚାଷୀଙ୍କୁ ବୀମା ସୁରକ୍ଷା ଯୋଗାଇବା। • ଚାଷୀଙ୍କ ଆୟକୁ ସ୍ଥିର ରଖିବା। • ଆଧୁନିକ ଚାଷ ପ୍ରଣାଳୀ ଗ୍ରହଣ ପାଇଁ ଉତ୍ସାହିତ କରିବା। bbox=[16, 943, 255, 993]
binka-info: Dist. Subarnapur, Email ID: nacbinka@gmail.com, Phone/Fax: 06654-241113 bbox=[922, 1470, 1332, 1484]
list-item: 9. The application form of tender containing General Bid Information & Terms and conditions for hiring of vehicles etc. will be obtained from the Office of the Executive Engineer, RWS&S Division, Balasore/AEE, RWSS Sub-Division, Balasore/Jaleswar/Soro on cash payment of Rs.400/- (Rupees four hundred) only during office hours upto 28.12.2018 by 3.00 P.M. bbox=[785, 1123, 1115, 1197]
jaraka-sign2: Jaraka Irrigation Division, Jaraka bbox=[1318, 837, 1483, 850]
table-row: 4. Last date/time for receipt of 22.12.2018 upto 4.00 P.M. of Bids in the portal bbox=[388, 654, 747, 683]
malkangiri-email: e-mail ID- executiveengineereddckd@gmail.com bbox=[846, 452, 1040, 463]
balasore-title1: OFFICE OF THE EXECUTIVE ENGINEER, bbox=[778, 659, 1108, 678]
binka-title2: NOTIFIED AREA COUNCIL, BINKA bbox=[850, 1432, 1404, 1470]
list-item: 4. The sale of tender documents shall be start from Dt.13.12.2018 and close dt.17.12.2018 at 5.00PM. Tenders shall be delivered in the tender box only during office hour i.e. from Dt.17.12.2018 to Dt.21.12.2018 at 5.00PM. The tenders will be opened on Dt.24.12.2018 at 11.00AM in the office of the undersigned in presence of the Contractors who wish to attend. If the office happens to be closed on the date of receipt and opening of the tenders as specified, the tenders will be opened on the next office working day at the same time and venue respectively. bbox=[789, 1943, 1483, 1999]
masthead bbox=[8, 4, 1492, 48]
table-header-row: Sl. No. Name of the work Ward No. Approximate value of the Work (in Rs.) Class of contractors eligible to apply EMD required (in Rs.) Non-refundable cost of tender document (in Rs.) Stipulated period of completion bbox=[772, 1567, 1483, 1628]
emblem-icon bbox=[16, 786, 60, 830]
chatrapur-sub: "e" Procurement Notice bbox=[482, 453, 652, 471]
slnmch-venue: Venue: Saheed Laxman Nayak Medical College, Lecture Theatre (Hospital Side) between 10.00 AM to 05.00 PM on 18.12.2018 bbox=[1139, 1083, 1483, 1120]
masthead-rule bbox=[338, 24, 1398, 27]
eic-ref: 34117/11/0161/1819 bbox=[17, 708, 99, 719]
table-row: 4. Bid Cost Rs.10,000/- bbox=[18, 576, 363, 591]
table-row: 3. No. of work 01 no. bbox=[18, 561, 363, 576]
